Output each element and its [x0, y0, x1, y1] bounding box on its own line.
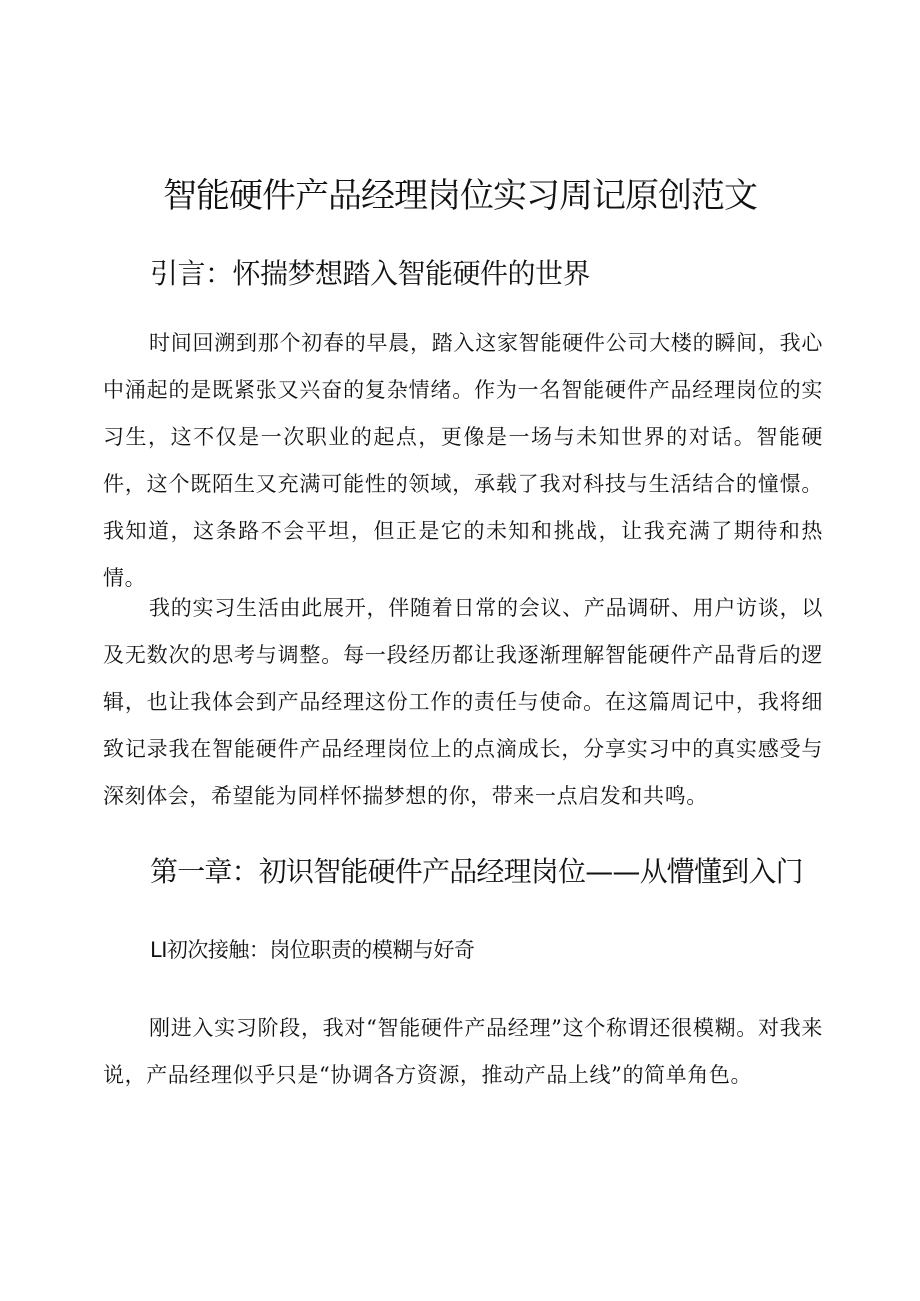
chapter-1-heading: 第一章：初识智能硬件产品经理岗位——从懵懂到入门 [150, 855, 803, 888]
intro-paragraph-2: 我的实习生活由此展开，伴随着日常的会议、产品调研、用户访谈，以及无数次的思考与调整。每一段经历都让我逐渐理解智能硬件产品背后的逻辑，也让我体会到产品经理这份工作的责任与使命。在这篇周记中，我将细致记录我在智能硬件产品经理岗位上的点滴成长，分享实习中的真实感受与深刻体会，希望能为同样怀揣梦想的你，带来一点启发和共鸣。 [103, 596, 823, 808]
chapter-1-paragraph-1: 刚进入实习阶段，我对“智能硬件产品经理”这个称谓还很模糊。对我来说，产品经理似乎只是“协调各方资源，推动产品上线”的简单角色。 [103, 1016, 823, 1087]
subsection-heading-1-1: LI初次接触：岗位职责的模糊与好奇 [150, 938, 475, 962]
document-title: 智能硬件产品经理岗位实习周记原创范文 [163, 176, 757, 216]
intro-paragraph-1: 时间回溯到那个初春的早晨，踏入这家智能硬件公司大楼的瞬间，我心中涌起的是既紧张又兴奋的复杂情绪。作为一名智能硬件产品经理岗位的实习生，这不仅是一次职业的起点，更像是一场与未知世界的对话。智能硬件，这个既陌生又充满可能性的领域，承载了我对科技与生活结合的憧憬。我知道，这条路不会平坦，但正是它的未知和挑战，让我充满了期待和热情。 [103, 331, 823, 590]
section-heading-intro: 引言：怀揣梦想踏入智能硬件的世界 [150, 257, 591, 290]
